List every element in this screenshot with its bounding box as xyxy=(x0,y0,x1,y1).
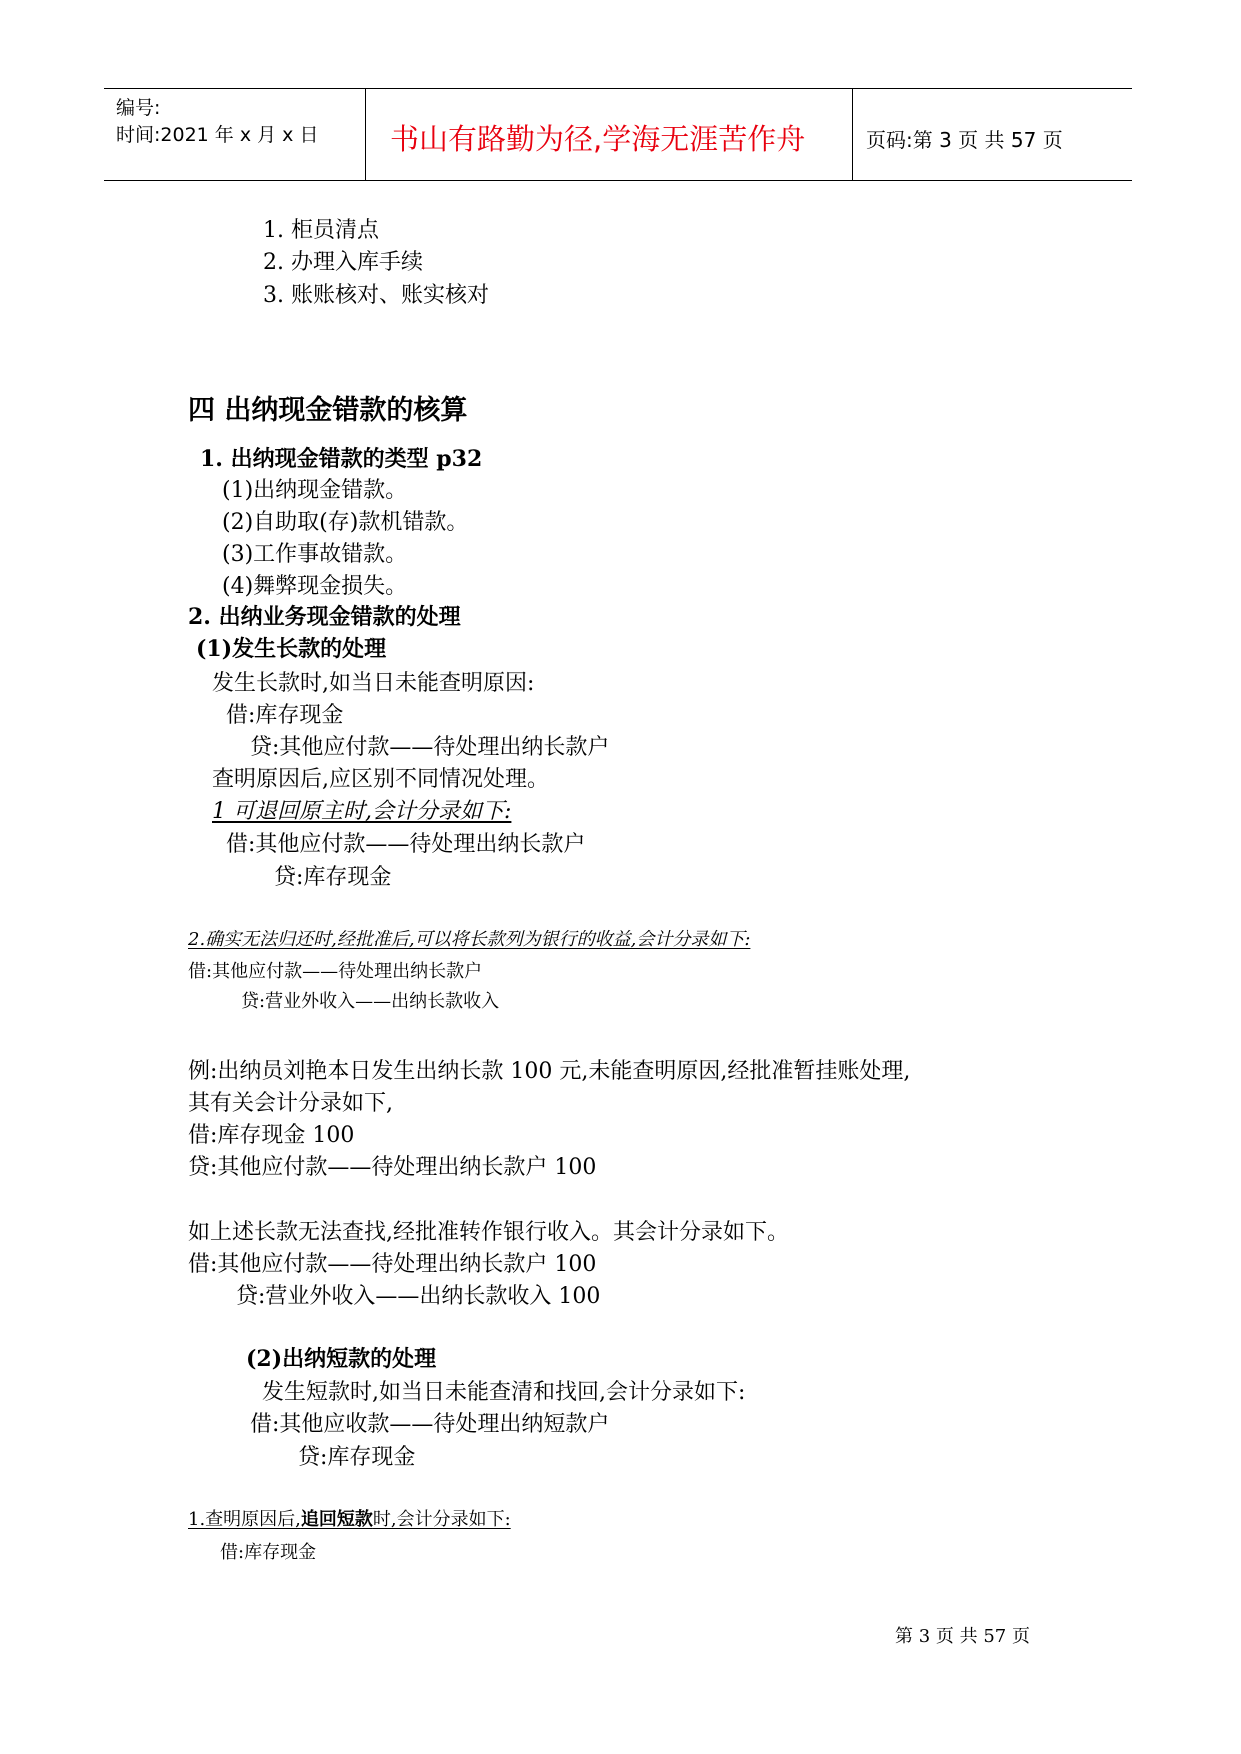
subsection-heading: 2. 出纳业务现金错款的处理 xyxy=(188,604,461,630)
case-heading xyxy=(188,1505,511,1531)
body-line: 发生短款时,如当日未能查清和找回,会计分录如下: xyxy=(262,1380,746,1405)
credit-line: 贷:其他应付款——待处理出纳长款户 100 xyxy=(188,1155,597,1180)
list-item: (2)自助取(存)款机错款。 xyxy=(222,510,469,535)
header-divider-left xyxy=(365,88,366,180)
credit-line: 贷:库存现金 xyxy=(298,1445,416,1470)
debit-line: 借:库存现金 xyxy=(220,1542,317,1563)
part-heading: (2)出纳短款的处理 xyxy=(246,1346,437,1372)
list-item: (4)舞弊现金损失。 xyxy=(222,574,408,599)
list-item: (1)出纳现金错款。 xyxy=(222,478,408,503)
step-item: 1. 柜员清点 xyxy=(263,218,379,243)
header-divider-right xyxy=(852,88,853,180)
debit-line: 借:库存现金 xyxy=(226,703,344,728)
header-motto: 书山有路勤为径,学海无涯苦作舟 xyxy=(390,122,806,156)
debit-line: 借:库存现金 100 xyxy=(188,1123,355,1148)
subsection-heading: 1. 出纳现金错款的类型 p32 xyxy=(200,446,483,472)
part-heading: (1)发生长款的处理 xyxy=(196,636,387,662)
credit-line: 贷:其他应付款——待处理出纳长款户 xyxy=(250,735,610,760)
debit-line: 借:其他应付款——待处理出纳长款户 xyxy=(226,832,586,857)
example-line: 例:出纳员刘艳本日发生出纳长款 100 元,未能查明原因,经批准暂挂账处理, xyxy=(188,1059,911,1084)
credit-line: 贷:库存现金 xyxy=(274,865,392,890)
credit-line: 贷:营业外收入——出纳长款收入 xyxy=(241,991,500,1012)
debit-line: 借:其他应收款——待处理出纳短款户 xyxy=(250,1412,610,1437)
credit-line: 贷:营业外收入——出纳长款收入 100 xyxy=(236,1284,601,1309)
header-top-rule xyxy=(104,88,1132,89)
example-line: 如上述长款无法查找,经批准转作银行收入。其会计分录如下。 xyxy=(188,1220,789,1245)
list-item: (3)工作事故错款。 xyxy=(222,542,408,567)
body-line: 发生长款时,如当日未能查明原因: xyxy=(212,671,535,696)
example-line: 其有关会计分录如下, xyxy=(188,1091,393,1116)
footer-page-number: 第 3 页 共 57 页 xyxy=(895,1626,1030,1647)
header-bottom-rule xyxy=(104,180,1132,181)
header-page-label: 页码:第 3 页 共 57 页 xyxy=(866,128,1063,152)
step-item: 2. 办理入库手续 xyxy=(263,250,423,275)
case-heading-suffix: 时,会计分录如下: xyxy=(372,1509,511,1530)
document-time-label: 时间:2021 年 x 月 x 日 xyxy=(116,124,319,146)
body-line: 查明原因后,应区别不同情况处理。 xyxy=(212,767,549,792)
section-heading: 四 出纳现金错款的核算 xyxy=(188,395,468,426)
document-number-label: 编号: xyxy=(116,97,161,119)
debit-line: 借:其他应付款——待处理出纳长款户 100 xyxy=(188,1252,597,1277)
case-heading-prefix: 1.查明原因后, xyxy=(188,1509,301,1530)
case-heading: 1 可退回原主时,会计分录如下: xyxy=(212,799,512,824)
step-item: 3. 账账核对、账实核对 xyxy=(263,283,489,308)
debit-line: 借:其他应付款——待处理出纳长款户 xyxy=(188,961,483,982)
case-heading-emphasis: 追回短款 xyxy=(300,1509,373,1530)
case-heading: 2.确实无法归还时,经批准后,可以将长款列为银行的收益,会计分录如下: xyxy=(188,929,751,950)
